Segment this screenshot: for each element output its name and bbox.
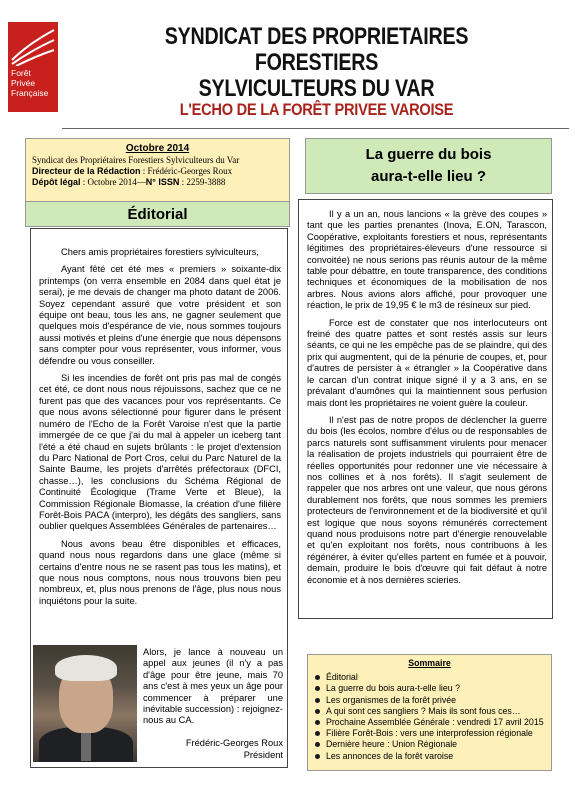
toc-item: Prochaine Assemblée Générale : vendredi 17 avril 2015 <box>314 717 545 728</box>
issn-label: N° ISSN <box>145 177 180 187</box>
editorial-paragraph: Nous avons beau être disponibles et efficaces, quand nous nous regardons dans une glace (même si certains d'entre nous ne se rasent pas tous les matins), et que nous nous comptons, nous nous trouvons bien peu nombreux, et, plus nous prenons de l'âge, plus nous nous inquiétons pour la suite. <box>39 538 281 606</box>
toc-list <box>314 672 545 762</box>
logo-line-3: Française <box>11 88 49 98</box>
photo-hair <box>55 655 117 681</box>
toc-item: Les organismes de la forêt privée <box>314 695 545 706</box>
logo-graphic <box>8 24 58 66</box>
toc-title: Sommaire <box>408 658 451 668</box>
header-divider <box>62 128 569 129</box>
article-title-line-2: aura-t-elle lieu ? <box>370 168 487 185</box>
masthead-subtitle: L'ECHO DE LA FORÊT PRIVEE VAROISE <box>179 100 454 119</box>
toc-item: Éditorial <box>314 672 545 683</box>
signature-name: Frédéric-Georges Roux <box>185 738 283 748</box>
article-column <box>298 199 553 619</box>
signature-role: Président <box>243 750 283 760</box>
director-value: : Frédéric-Georges Roux <box>140 166 233 176</box>
masthead-title <box>109 24 523 102</box>
article-paragraph: Force est de constater que nos interlocuteurs ont freiné des quatre pattes et sont restés assis sur leurs séants, ce qui ne les empêche pas de se plaindre, qui des prix qui augmentent, qui de la pénurie de coupes, et, pour d'autres de persister à « étrangler » la Coopérative dans le carcan d'un contrat inique signé il y a 3 ans, en se prévalant d'aumônes qui la maintiennent sous perfusion mais dont les propriétaires ne voient guère la couleur. <box>307 317 547 408</box>
signature <box>143 737 283 761</box>
masthead-line-1: SYNDICAT DES PROPRIETAIRES FORESTIERS <box>164 23 469 76</box>
article-paragraph: Il n'est pas de notre propos de déclencher la guerre du bois (les écolos, nombre d'élus ou de responsables de parcs naturels sont suffisamment virulents pour menacer la réalisation de projets industriels qui pourraient être de réelles opportunités pour redonner une vie nécessaire à nos collines et à nos forêts). Il s'agit seulement de rappeler que nos arbres ont une valeur, que nous gérons durablement nos forêts, que nous sommes les premiers protecteurs de l'environnement et de la biodiversité et qu'il est logique que nous soyons rémunérés correctement quand nous produisons notre part d'énergie renouvelable et qu'en exploitant nos forêts, nous contribuons à les régénérer, à éviter qu'elles partent en fumée et à pouvoir, demain, produire le bois d'œuvre qui fait défaut à notre économie et à nos dernières scieries. <box>307 414 547 585</box>
toc-item: Filière Forêt-Bois : vers une interprofession régionale <box>314 728 545 739</box>
org-name: Syndicat des Propriétaires Forestiers Sylviculteurs du Var <box>32 155 240 165</box>
photo-tie <box>81 729 91 761</box>
article-text <box>307 209 547 592</box>
toc-item: Les annonces de la forêt varoise <box>314 751 545 762</box>
director-line <box>32 166 283 177</box>
issn-value: : 2259-3888 <box>179 177 226 187</box>
editorial-title: Éditorial <box>25 201 290 227</box>
table-of-contents <box>307 654 552 771</box>
toc-item: Dernière heure : Union Régionale <box>314 739 545 750</box>
toc-item: La guerre du bois aura-t-elle lieu ? <box>314 683 545 694</box>
legal-value: : Octobre 2014— <box>80 177 146 187</box>
article-title-line-1: La guerre du bois <box>365 146 492 163</box>
director-label: Directeur de la Rédaction <box>32 166 141 176</box>
publication-info <box>25 138 290 202</box>
toc-item: A qui sont ces sangliers ? Mais ils sont fous ces… <box>314 706 545 717</box>
article-title-box <box>305 138 552 194</box>
masthead-line-2: SYLVICULTEURS DU VAR <box>198 75 435 102</box>
issue-date: Octobre 2014 <box>125 143 190 154</box>
editorial-closing: Alors, je lance à nouveau un appel aux jeunes (il n'y a pas d'âge pour être jeune, mais 70 ans c'est à mes yeux un âge pour commencer à préparer une inévitable succession) : rejoignez-nous au CA. <box>143 647 283 726</box>
editorial-paragraph: Ayant fêté cet été mes « premiers » soixante-dix printemps (on verra ensemble en 2084 dans quel état je serai), je me devais de changer ma photo datant de 2006. Soyez cependant assuré que votre président et son équipe ont beau, tous les ans, ne gagner seulement que quelques mois d'espérance de vie, nous sommes toujours aussi motivés et pleins d'une énergie que nous dépensons sans compter pour vous représenter, vous informer, vous défendre ou vous conseiller. <box>39 264 281 366</box>
president-photo <box>33 645 137 762</box>
editorial-text <box>39 247 281 613</box>
logo-line-1: Forêt <box>11 68 31 78</box>
article-paragraph: Il y a un an, nous lancions « la grève des coupes » tant que les parties prenantes (Inova, E.ON, Tarascon, Coopérative, exploitants forestiers et nous, représentants légitimes des propriétaires-éleveurs d'une ressource si convoitée) ne nous serions pas réunis autour de la même table pour débattre, en toute transparence, des conditions techniques et économiques de la mobilisation de nos arbres. Nous avions alors affiché, pour provoquer une réaction, le prix de 19,95 € le m3 de résineux sur pied. <box>307 209 547 311</box>
logo-line-2: Privée <box>11 78 36 88</box>
logo <box>8 22 58 112</box>
editorial-paragraph: Chers amis propriétaires forestiers sylviculteurs, <box>61 247 259 257</box>
editorial-paragraph: Si les incendies de forêt ont pris pas mal de congés cet été, ce dont nous nous réjouissons, sachez que ce ne furent pas que des vacances pour vos représentants. Ce que nous avons sélectionné pour figurer dans le présent numéro de l'Echo de la Forêt Varoise n'est que la partie immergée de ce que j'ai du mal à appeler un iceberg tant l'été a été chaud en sujets brûlants : le projet d'extension du Parc National de Port Cros, celui du Parc Naturel de la Sainte Baume, les projets d'arrêtés préfectoraux (DFCI, chasse…), les conclusions du Schéma Régional de Continuité Écologique (Trame Verte et Bleue), la Commission Régionale Biomasse, la création d'une filière Forêt-Bois PACA (interpro), les dégâts des sangliers, sans oublier quelques Assemblées Générales de partenaires… <box>39 373 281 532</box>
legal-line <box>32 177 283 188</box>
editorial-column <box>30 228 288 768</box>
legal-label: Dépôt légal <box>32 177 81 187</box>
